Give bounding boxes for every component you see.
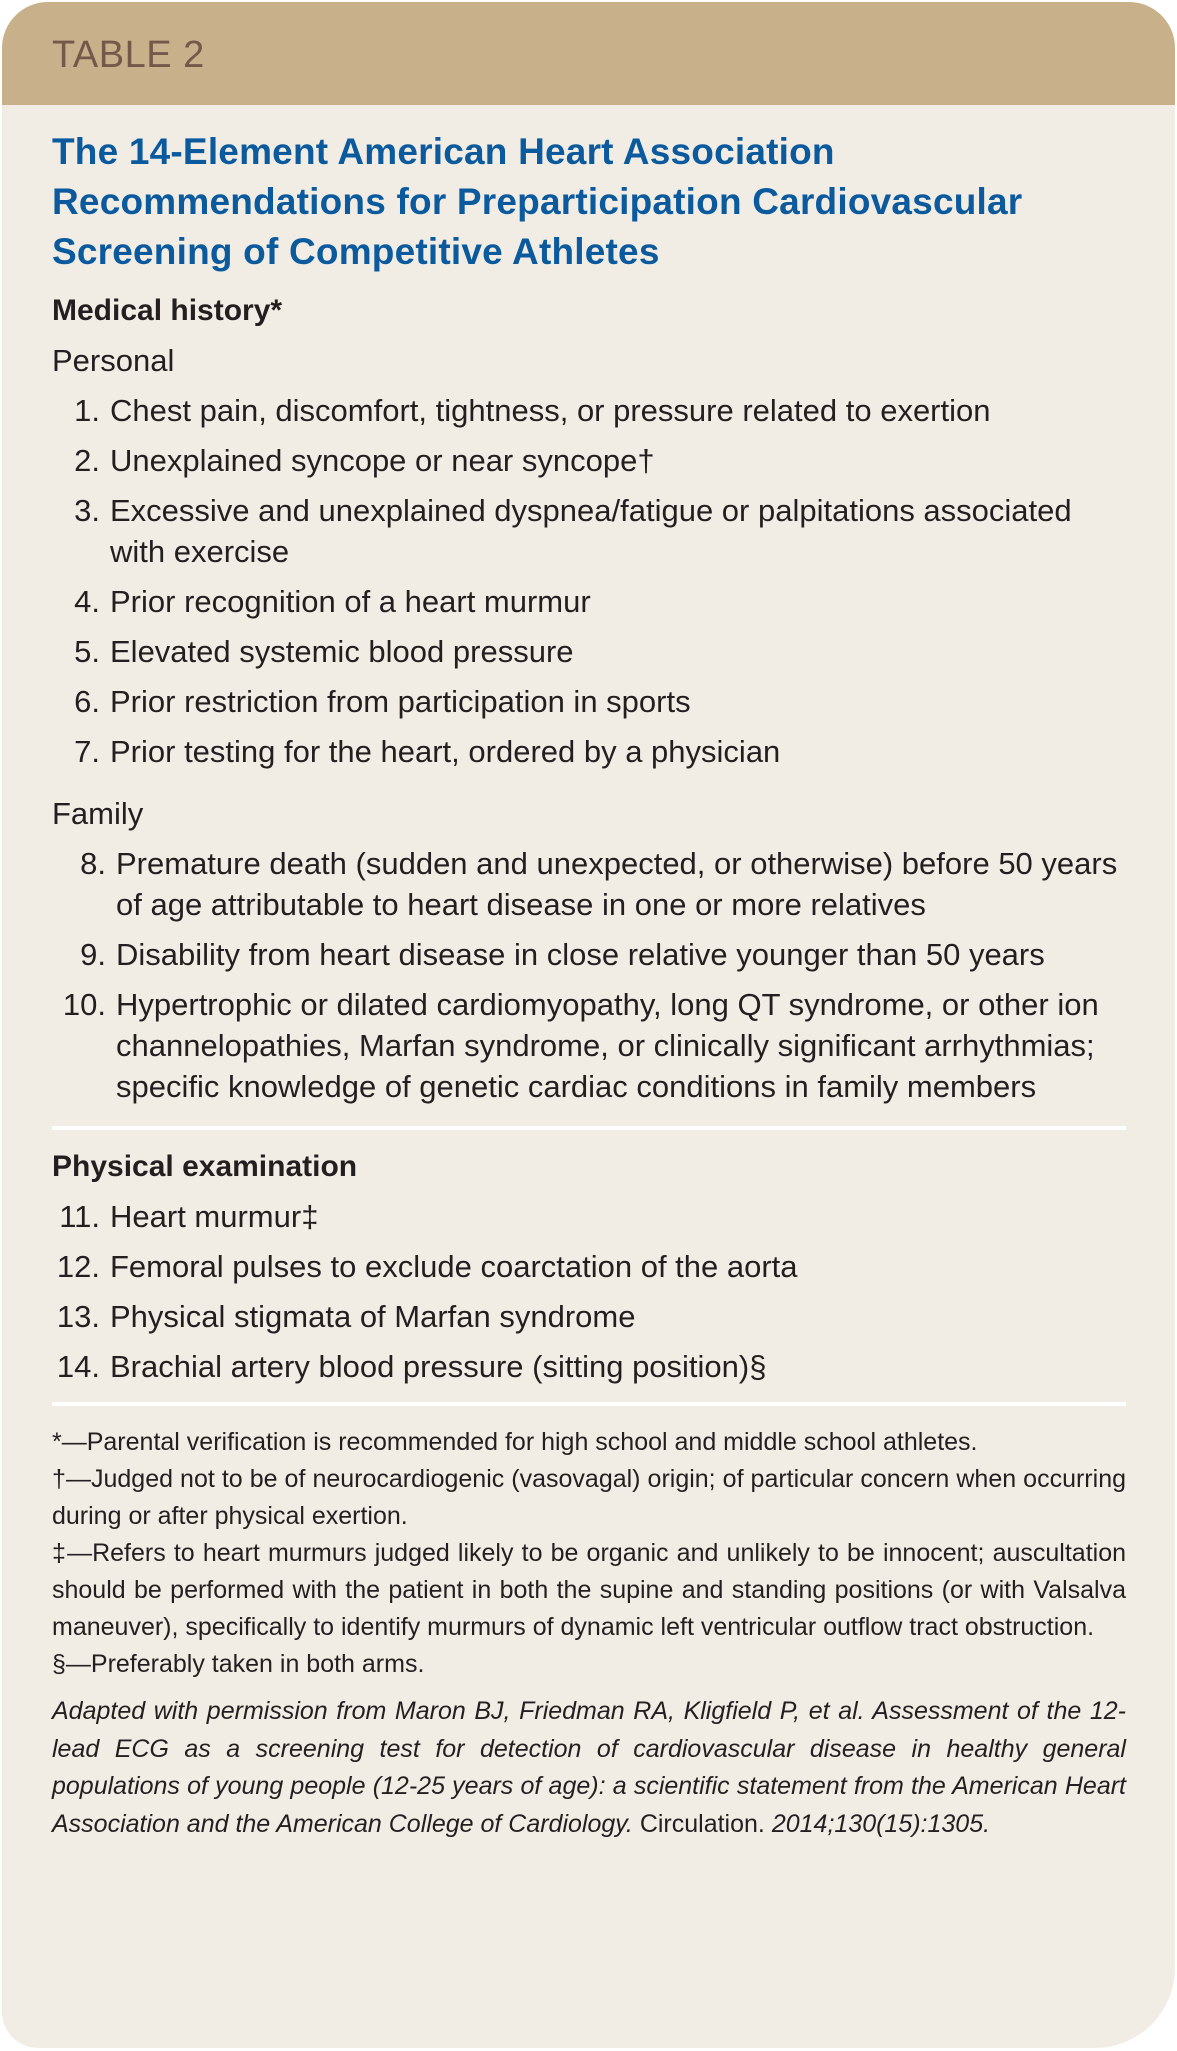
item-text: Unexplained syncope or near syncope† — [110, 443, 655, 478]
item-number: 6. — [74, 684, 100, 719]
family-history-list — [52, 839, 1126, 1112]
citation-text: Adapted with permission from Maron BJ, Friedman RA, Kligfield P, et al. Assessment of the 12-lead ECG as a screening test for detection of cardiovascular disease in healthy general populations of young people (12-25 years of age): a scientific statement from the American Heart Association and the American College of Cardiology. — [52, 1697, 1126, 1838]
list-item — [52, 839, 1126, 930]
table-title: The 14-Element American Heart Association Recommendations for Preparticipation Cardiovascular Screening of Competitive Athletes — [52, 131, 1023, 272]
list-item — [52, 1342, 1126, 1392]
table-content — [52, 105, 1126, 1843]
item-number: 13. — [56, 1299, 100, 1334]
list-item — [52, 577, 1126, 627]
item-number: 10. — [62, 987, 106, 1022]
medical-history-heading: Medical history* — [52, 294, 283, 327]
list-item — [52, 677, 1126, 727]
list-item — [52, 1242, 1126, 1292]
list-item — [52, 1292, 1126, 1342]
item-number: 7. — [74, 734, 100, 769]
list-item — [52, 627, 1126, 677]
item-text: Excessive and unexplained dyspnea/fatigue or palpitations associated with exercise — [110, 493, 1072, 569]
table-header-bar — [2, 2, 1175, 105]
item-number: 9. — [80, 937, 106, 972]
item-number: 1. — [74, 393, 100, 428]
list-item — [52, 436, 1126, 486]
table-label: TABLE 2 — [52, 34, 205, 76]
item-text: Chest pain, discomfort, tightness, or pressure related to exertion — [110, 393, 991, 428]
table-card — [2, 2, 1175, 2048]
item-number: 2. — [74, 443, 100, 478]
item-text: Physical stigmata of Marfan syndrome — [110, 1299, 636, 1334]
item-text: Disability from heart disease in close relative younger than 50 years — [116, 937, 1045, 972]
item-number: 12. — [56, 1249, 100, 1284]
footnote-asterisk: *—Parental verification is recommended for high school and middle school athletes. — [52, 1428, 978, 1456]
footnotes-divider — [52, 1402, 1126, 1406]
item-number: 8. — [80, 846, 106, 881]
item-number: 5. — [74, 634, 100, 669]
personal-heading: Personal — [52, 343, 175, 378]
list-item — [52, 930, 1126, 980]
footnote-section: §—Preferably taken in both arms. — [52, 1650, 425, 1678]
item-number: 11. — [59, 1199, 100, 1234]
item-number: 14. — [56, 1349, 100, 1384]
personal-history-list — [52, 386, 1126, 777]
citation-volume: 2014;130(15):1305. — [771, 1809, 991, 1838]
item-text: Brachial artery blood pressure (sitting position)§ — [110, 1349, 767, 1384]
item-text: Heart murmur‡ — [110, 1199, 319, 1234]
family-heading: Family — [52, 796, 144, 831]
item-number: 4. — [74, 584, 100, 619]
section-divider — [52, 1126, 1126, 1130]
list-item — [52, 386, 1126, 436]
journal-name: Circulation. — [632, 1809, 772, 1838]
list-item — [52, 486, 1126, 577]
list-item — [52, 1192, 1126, 1242]
list-item — [52, 980, 1126, 1112]
item-text: Hypertrophic or dilated cardiomyopathy, long QT syndrome, or other ion channelopathies, Marfan syndrome, or clinically significant arrhythmias; specific knowledge of genetic cardiac conditions in family members — [116, 987, 1099, 1104]
item-number: 3. — [74, 493, 100, 528]
footnote-double-dagger: ‡—Refers to heart murmurs judged likely to be organic and unlikely to be innocent; auscultation should be performed with the patient in both the supine and standing positions (or with Valsalva maneuver), specifically to identify murmurs of dynamic left ventricular outflow tract obstruction. — [52, 1539, 1126, 1641]
physical-examination-list — [52, 1192, 1126, 1392]
source-citation — [52, 1693, 1126, 1843]
item-text: Prior testing for the heart, ordered by a physician — [110, 734, 781, 769]
list-item — [52, 727, 1126, 777]
item-text: Prior recognition of a heart murmur — [110, 584, 591, 619]
footnote-dagger: †—Judged not to be of neurocardiogenic (vasovagal) origin; of particular concern when occurring during or after physical exertion. — [52, 1465, 1126, 1530]
item-text: Prior restriction from participation in sports — [110, 684, 691, 719]
item-text: Premature death (sudden and unexpected, or otherwise) before 50 years of age attributable to heart disease in one or more relatives — [116, 846, 1118, 922]
footnotes — [52, 1424, 1126, 1843]
item-text: Femoral pulses to exclude coarctation of the aorta — [110, 1249, 798, 1284]
physical-examination-heading: Physical examination — [52, 1150, 358, 1183]
item-text: Elevated systemic blood pressure — [110, 634, 574, 669]
